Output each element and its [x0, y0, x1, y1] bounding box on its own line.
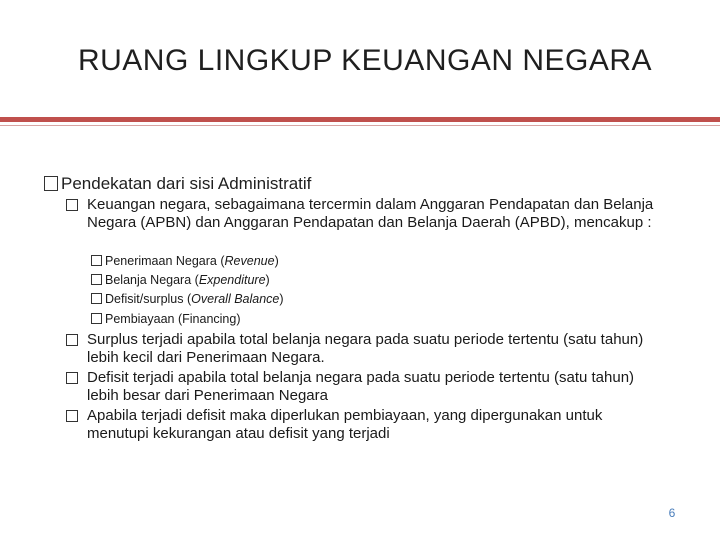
list-item	[66, 369, 666, 405]
empty-square-icon	[91, 313, 102, 324]
list-item-text: Keuangan negara, sebagaimana tercermin dalam Anggaran Pendapatan dan Belanja Negara (APBN) dan Anggaran Pendapatan dan Belanja Daerah (APBD), mencakup :	[87, 196, 654, 231]
sub-list-item: Belanja Negara (Expenditure)	[91, 272, 270, 288]
empty-square-icon	[66, 410, 78, 422]
empty-square-icon	[66, 199, 78, 211]
main-bullet	[44, 174, 311, 194]
list-item	[66, 407, 666, 443]
list-item-text: Apabila terjadi defisit maka diperlukan pembiayaan, yang dipergunakan untuk menutupi kekurangan atau defisit yang terjadi	[87, 407, 603, 442]
slide-title: RUANG LINGKUP KEUANGAN NEGARA	[77, 44, 653, 77]
empty-square-icon	[44, 176, 58, 191]
sub-list-item: Penerimaan Negara (Revenue)	[91, 253, 279, 269]
list-item-text: Defisit terjadi apabila total belanja negara pada suatu periode tertentu (satu tahun) lebih besar dari Penerimaan Negara	[87, 369, 635, 404]
list-item	[66, 331, 666, 367]
empty-square-icon	[91, 293, 102, 304]
main-bullet-text: Pendekatan dari sisi Administratif	[61, 174, 312, 193]
page-number: 6	[668, 506, 676, 520]
title-divider	[0, 117, 720, 122]
sub-list-item: Defisit/surplus (Overall Balance)	[91, 291, 284, 307]
list-item	[66, 196, 666, 232]
list-item-text: Surplus terjadi apabila total belanja negara pada suatu periode tertentu (satu tahun) lebih kecil dari Penerimaan Negara.	[87, 331, 644, 366]
empty-square-icon	[91, 274, 102, 285]
empty-square-icon	[91, 255, 102, 266]
sub-list-item: Pembiayaan (Financing)	[91, 311, 241, 327]
empty-square-icon	[66, 334, 78, 346]
empty-square-icon	[66, 372, 78, 384]
title-divider-thin	[0, 125, 720, 126]
